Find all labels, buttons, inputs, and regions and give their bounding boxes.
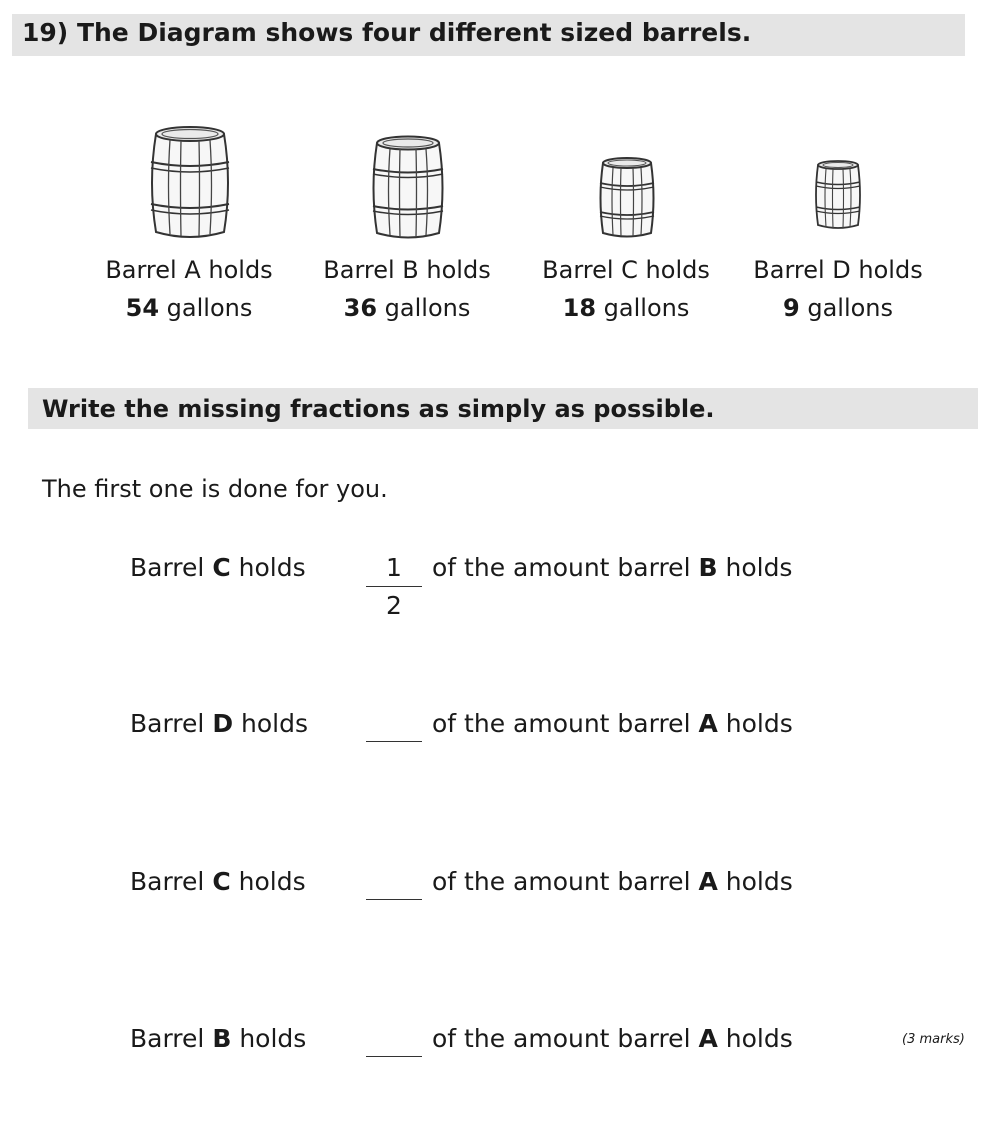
barrel-c-caption (511, 251, 741, 327)
row-2-suffix: of the amount barrel A holds (432, 709, 793, 738)
row-3-barrel: C (212, 867, 231, 896)
barrel-b-caption (292, 251, 522, 327)
barrel-c-amount: 18 (562, 294, 597, 322)
intro-text: The first one is done for you. (42, 475, 388, 503)
row-3-fraction-line[interactable] (366, 899, 422, 900)
fraction-row-3 (0, 865, 1000, 965)
question-title (22, 16, 751, 50)
barrel-a-amount: 54 (125, 294, 160, 322)
barrel-d-amount: 9 (782, 294, 800, 322)
barrel-c-image (598, 156, 656, 240)
row-4-label: Barrel B holds (130, 1024, 307, 1053)
row-1-denominator: 2 (386, 591, 402, 620)
fraction-row-1 (0, 551, 1000, 651)
row-4-suffix: of the amount barrel A holds (432, 1024, 793, 1053)
question-number: 19) (22, 18, 69, 47)
barrel-a-label: Barrel A holds (105, 256, 273, 284)
marks-label: (3 marks) (902, 1032, 965, 1047)
barrel-a-caption (74, 251, 304, 327)
row-1-barrel: C (212, 553, 231, 582)
fraction-row-4 (0, 1022, 1000, 1122)
row-1-label: Barrel C holds (130, 553, 306, 582)
barrel-a-unit: gallons (166, 294, 253, 322)
row-1-target: B (698, 553, 718, 582)
row-2-target: A (698, 709, 718, 738)
instruction-text: Write the missing fractions as simply as possible. (42, 395, 715, 423)
barrel-d-label: Barrel D holds (753, 256, 923, 284)
barrel-d-image (814, 159, 862, 231)
row-1-suffix: of the amount barrel B holds (432, 553, 793, 582)
row-4-barrel: B (212, 1024, 232, 1053)
row-2-barrel: D (212, 709, 234, 738)
barrel-b-image (370, 134, 446, 242)
barrel-c-unit: gallons (603, 294, 690, 322)
barrel-b-label: Barrel B holds (323, 256, 491, 284)
barrel-b-unit: gallons (384, 294, 471, 322)
barrel-a-image (148, 124, 232, 242)
question-text: The Diagram shows four different sized barrels. (76, 18, 752, 47)
row-3-suffix: of the amount barrel A holds (432, 867, 793, 896)
row-2-fraction-line[interactable] (366, 741, 422, 742)
row-3-target: A (698, 867, 718, 896)
barrel-c-label: Barrel C holds (542, 256, 710, 284)
row-2-label: Barrel D holds (130, 709, 309, 738)
barrel-d-caption (723, 251, 953, 327)
barrel-d-unit: gallons (807, 294, 894, 322)
barrel-b-amount: 36 (343, 294, 378, 322)
fraction-row-2 (0, 707, 1000, 807)
row-1-numerator: 1 (386, 553, 402, 582)
row-4-fraction-line[interactable] (366, 1056, 422, 1057)
row-3-label: Barrel C holds (130, 867, 306, 896)
row-4-target: A (698, 1024, 718, 1053)
row-1-fraction-line (366, 586, 422, 587)
